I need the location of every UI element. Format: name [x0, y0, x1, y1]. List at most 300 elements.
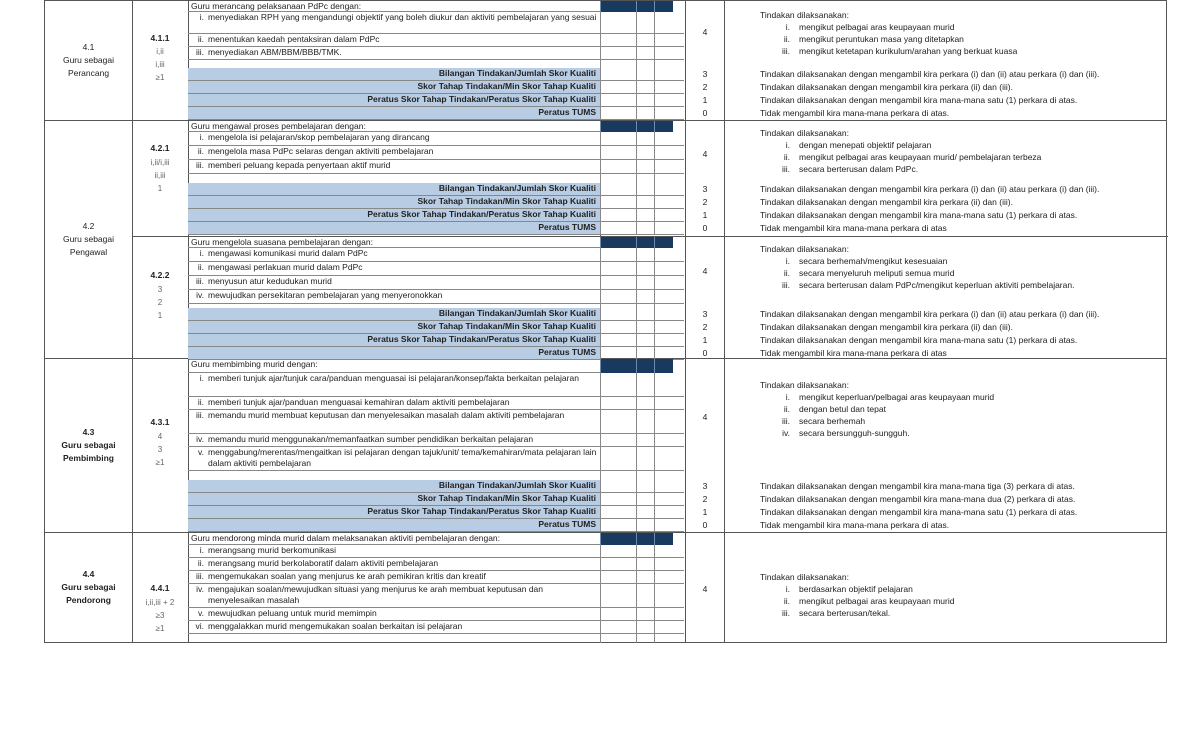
- descriptor-number: iii.: [781, 164, 790, 174]
- tick-row-line: [600, 221, 684, 222]
- tick-row-line: [600, 396, 684, 397]
- descriptor-item: [760, 427, 1164, 439]
- score-value: 4: [702, 412, 708, 422]
- criteria-row: [188, 397, 600, 410]
- tick-row-line: [600, 433, 684, 434]
- score-summary-label: Skor Tahap Tindakan/Min Skor Tahap Kualiti: [417, 321, 596, 331]
- section-s42: [44, 121, 1167, 359]
- score-summary-row: [188, 81, 600, 94]
- tick-box-column[interactable]: [654, 545, 673, 643]
- section-title: [45, 359, 133, 532]
- score-summary-label: Peratus Skor Tahap Tindakan/Peratus Skor Tahap Kualiti: [367, 334, 596, 344]
- score-value: 0: [702, 108, 708, 118]
- tick-row-line: [600, 106, 684, 107]
- criteria-text: menyediakan ABM/BBM/BBB/TMK.: [208, 47, 342, 57]
- score-value: 1: [702, 95, 708, 105]
- score-value: 4: [702, 584, 708, 594]
- item-level: ≥1: [155, 73, 165, 82]
- score-descriptor-line: Tindakan dilaksanakan dengan mengambil kira mana-mana satu (1) perkara di atas.: [760, 95, 1078, 105]
- criteria-row: [188, 447, 600, 471]
- descriptor-item: [760, 33, 1164, 45]
- score-descriptor-line: Tidak mengambil kira mana-mana perkara di atas.: [760, 520, 950, 530]
- descriptor-text: mengikut keperluan/pelbagai aras keupayaan murid: [799, 392, 995, 402]
- score-value: 3: [702, 184, 708, 194]
- section-title-line: 4.1: [82, 42, 95, 52]
- tick-box-column[interactable]: [600, 248, 637, 360]
- tick-row-line: [600, 470, 684, 471]
- tick-box-header: [636, 359, 655, 373]
- item-level: i,iii: [155, 60, 165, 69]
- descriptor-number: iii.: [781, 608, 790, 618]
- section-title-line: Pembimbing: [62, 453, 114, 463]
- score-summary-label: Peratus Skor Tahap Tindakan/Peratus Skor Tahap Kualiti: [367, 506, 596, 516]
- criteria-number: iv.: [196, 434, 204, 444]
- score-summary-label: Peratus TUMS: [538, 222, 596, 232]
- criteria-number: iii.: [195, 47, 204, 57]
- section-title: [45, 1, 133, 120]
- section-title-line: Guru sebagai: [61, 440, 116, 450]
- item-code-column: [132, 237, 189, 359]
- tick-row-line: [600, 557, 684, 558]
- criteria-number: ii.: [197, 262, 204, 272]
- item-level: ≥1: [155, 458, 165, 467]
- item-code-column: [132, 359, 189, 533]
- descriptor-heading: Tindakan dilaksanakan:: [760, 10, 849, 20]
- criteria-number: iii.: [195, 410, 204, 420]
- criteria-row: [188, 276, 600, 290]
- tick-row-line: [600, 570, 684, 571]
- item-i421: [132, 121, 1168, 236]
- tick-row-line: [600, 620, 684, 621]
- score-descriptor-line: Tindakan dilaksanakan dengan mengambil kira perkara (i) dan (ii) atau perkara (i) dan (iii).: [760, 184, 1100, 194]
- descriptor-text: mengikut pelbagai aras keupayaan murid: [799, 596, 955, 606]
- criteria-row: [188, 608, 600, 621]
- criteria-text: mengawasi perlakuan murid dalam PdPc: [208, 262, 363, 272]
- criteria-row: [188, 373, 600, 397]
- criteria-number: ii.: [197, 146, 204, 156]
- tick-row-line: [600, 145, 684, 146]
- criteria-text: mengelola masa PdPc selaras dengan aktiviti pembelajaran: [208, 146, 434, 156]
- descriptor-text: mengikut ketetapan kurikulum/arahan yang berkuat kuasa: [799, 46, 1018, 56]
- descriptor-number: iii.: [781, 46, 790, 56]
- item-level: 3: [157, 285, 163, 294]
- score-summary-label: Peratus TUMS: [538, 519, 596, 529]
- tick-box-header: [600, 533, 637, 545]
- criteria-text: menyediakan RPH yang mengandungi objektif yang boleh diukur dan aktiviti pembelajaran yang sesuai: [208, 12, 597, 22]
- criteria-row: [188, 160, 600, 174]
- criteria-heading-text: Guru mengelola suasana pembelajaran dengan:: [191, 237, 373, 247]
- criteria-number: iii.: [195, 571, 204, 581]
- score-value: 3: [702, 481, 708, 491]
- descriptor-heading: Tindakan dilaksanakan:: [760, 244, 849, 254]
- criteria-number: vi.: [195, 621, 204, 631]
- tick-row-line: [600, 289, 684, 290]
- section-title: [45, 121, 133, 358]
- descriptor-number: iii.: [781, 416, 790, 426]
- item-level: ≥1: [155, 624, 165, 633]
- score-summary-row: [188, 493, 600, 506]
- item-i422: [132, 236, 1168, 359]
- criteria-column: [188, 121, 601, 236]
- criteria-row: [188, 571, 600, 584]
- descriptor-text: mengikut peruntukan masa yang ditetapkan: [799, 34, 964, 44]
- criteria-text: menggalakkan murid mengemukakan soalan berkaitan isi pelajaran: [208, 621, 463, 631]
- score-value: 1: [702, 335, 708, 345]
- tick-box-column[interactable]: [636, 545, 655, 643]
- criteria-number: iv.: [196, 290, 204, 300]
- item-code: 4.2.2: [150, 270, 170, 280]
- tick-box-header: [600, 121, 637, 132]
- tick-row-line: [600, 33, 684, 34]
- item-level: 4: [157, 432, 163, 441]
- score-value: 3: [702, 69, 708, 79]
- tick-box-column[interactable]: [636, 132, 655, 235]
- descriptor-text: secara berhemah/mengikut kesesuaian: [799, 256, 948, 266]
- criteria-row: [188, 12, 600, 34]
- tick-box-header: [654, 121, 673, 132]
- tick-row-line: [600, 173, 684, 174]
- score-summary-row: [188, 308, 600, 321]
- descriptor-text: secara menyeluruh meliputi semua murid: [799, 268, 955, 278]
- tick-box-column[interactable]: [600, 545, 637, 643]
- descriptor-text: secara berterusan dalam PdPc.: [799, 164, 919, 174]
- descriptor-item: [760, 45, 1164, 57]
- tick-row-line: [600, 119, 684, 120]
- score-value: 3: [702, 309, 708, 319]
- tick-row-line: [600, 607, 684, 608]
- score-summary-label: Bilangan Tindakan/Jumlah Skor Kualiti: [438, 308, 596, 318]
- criteria-text: mengawasi komunikasi murid dalam PdPc: [208, 248, 368, 258]
- criteria-text: mewujudkan peluang untuk murid memimpin: [208, 608, 377, 618]
- score-summary-row: [188, 183, 600, 196]
- tick-row-line: [600, 80, 684, 81]
- item-code: 4.3.1: [150, 417, 170, 427]
- descriptor-number: i.: [785, 392, 790, 402]
- score-descriptor-line: Tindakan dilaksanakan dengan mengambil kira perkara (ii) dan (iii).: [760, 197, 1013, 207]
- tick-row-line: [600, 446, 684, 447]
- section-s41: [44, 0, 1167, 121]
- criteria-heading-text: Guru mengawal proses pembelajaran dengan:: [191, 121, 366, 131]
- criteria-column: [188, 533, 601, 643]
- tick-row-line: [600, 59, 684, 60]
- criteria-number: i.: [199, 373, 204, 383]
- criteria-heading-text: Guru mendorong minda murid dalam melaksanakan aktiviti pembelajaran dengan:: [191, 533, 501, 543]
- tick-row-line: [600, 208, 684, 209]
- descriptor-text: berdasarkan objektif pelajaran: [799, 584, 913, 594]
- descriptor-number: i.: [785, 584, 790, 594]
- criteria-text: menggabung/merentas/mengaitkan isi pelajaran dengan tajuk/unit/ tema/kemahiran/mata pelajaran lain dalam aktiviti pembelajaran: [208, 447, 597, 468]
- tick-row-line: [600, 159, 684, 160]
- tick-row-line: [600, 333, 684, 334]
- descriptor-number: iii.: [781, 280, 790, 290]
- section-s43: [44, 359, 1167, 533]
- tick-box-column[interactable]: [600, 12, 637, 120]
- descriptor-item: [760, 267, 1164, 279]
- tick-box-header: [600, 1, 637, 12]
- criteria-row: [188, 146, 600, 160]
- criteria-column: [188, 359, 601, 533]
- tick-box-column[interactable]: [636, 12, 655, 120]
- score-summary-label: Peratus Skor Tahap Tindakan/Peratus Skor Tahap Kualiti: [367, 209, 596, 219]
- tick-box-header: [636, 121, 655, 132]
- item-i441: [132, 533, 1168, 643]
- score-descriptor-line: Tindakan dilaksanakan dengan mengambil kira mana-mana satu (1) perkara di atas.: [760, 210, 1078, 220]
- score-summary-row: [188, 209, 600, 222]
- item-level: 2: [157, 298, 163, 307]
- score-summary-row: [188, 68, 600, 81]
- criteria-number: ii.: [197, 558, 204, 568]
- score-descriptor: [760, 127, 1164, 175]
- tick-box-header: [654, 533, 673, 545]
- descriptor-item: [760, 403, 1164, 415]
- descriptor-item: [760, 151, 1164, 163]
- criteria-column: [188, 237, 601, 359]
- score-summary-label: Bilangan Tindakan/Jumlah Skor Kualiti: [438, 68, 596, 78]
- item-code: 4.2.1: [150, 143, 170, 153]
- descriptor-text: secara berhemah: [799, 416, 866, 426]
- score-summary-row: [188, 519, 600, 532]
- tick-box-column[interactable]: [600, 132, 637, 235]
- rubric-sheet: [44, 0, 1168, 633]
- criteria-row: [188, 558, 600, 571]
- criteria-text: merangsang murid berkomunikasi: [208, 545, 337, 555]
- section-title-line: 4.4: [82, 569, 95, 579]
- item-level: i,ii,iii + 2: [145, 598, 175, 607]
- criteria-row: [188, 132, 600, 146]
- tick-box-header: [636, 1, 655, 12]
- criteria-heading: [188, 121, 600, 132]
- section-title: [45, 533, 133, 642]
- descriptor-text: mengikut pelbagai aras keupayaan murid/ pembelajaran terbeza: [799, 152, 1042, 162]
- score-descriptor: [760, 379, 1164, 439]
- descriptor-item: [760, 583, 1164, 595]
- score-summary-row: [188, 94, 600, 107]
- score-descriptor-line: Tindakan dilaksanakan dengan mengambil kira perkara (ii) dan (iii).: [760, 322, 1013, 332]
- tick-box-header: [600, 359, 637, 373]
- item-level: i,ii/i,iii: [150, 158, 170, 167]
- score-value: 2: [702, 494, 708, 504]
- descriptor-item: [760, 255, 1164, 267]
- score-summary-row: [188, 222, 600, 235]
- score-summary-row: [188, 107, 600, 120]
- tick-box-header: [654, 1, 673, 12]
- criteria-row: [188, 410, 600, 434]
- descriptor-number: i.: [785, 140, 790, 150]
- section-title-line: Pendorong: [66, 595, 111, 605]
- criteria-text: mengelola isi pelajaran/skop pembelajaran yang dirancang: [208, 132, 430, 142]
- criteria-number: iv.: [196, 584, 204, 594]
- tick-row-line: [600, 303, 684, 304]
- criteria-number: v.: [198, 608, 204, 618]
- descriptor-number: ii.: [783, 268, 790, 278]
- tick-row-line: [600, 275, 684, 276]
- tick-row-line: [600, 583, 684, 584]
- criteria-heading-text: Guru merancang pelaksanaan PdPc dengan:: [191, 1, 362, 11]
- descriptor-heading: Tindakan dilaksanakan:: [760, 128, 849, 138]
- item-code-column: [132, 1, 189, 122]
- score-summary-label: Skor Tahap Tindakan/Min Skor Tahap Kualiti: [417, 196, 596, 206]
- descriptor-item: [760, 279, 1164, 291]
- score-value: 0: [702, 348, 708, 358]
- criteria-column: [188, 1, 601, 122]
- score-summary-label: Skor Tahap Tindakan/Min Skor Tahap Kualiti: [417, 493, 596, 503]
- descriptor-text: dengan betul dan tepat: [799, 404, 886, 414]
- descriptor-number: ii.: [783, 596, 790, 606]
- tick-row-line: [600, 518, 684, 519]
- item-level: i,ii: [156, 47, 164, 56]
- criteria-text: menyusun atur kedudukan murid: [208, 276, 332, 286]
- score-descriptor-line: Tindakan dilaksanakan dengan mengambil kira mana-mana dua (2) perkara di atas.: [760, 494, 1076, 504]
- criteria-number: i.: [199, 545, 204, 555]
- criteria-row: [188, 47, 600, 60]
- section-title-line: 4.3: [82, 427, 95, 437]
- item-code: 4.1.1: [150, 33, 170, 43]
- section-s44: [44, 533, 1167, 643]
- descriptor-item: [760, 415, 1164, 427]
- criteria-row: [188, 262, 600, 276]
- score-summary-label: Peratus TUMS: [538, 347, 596, 357]
- descriptor-number: ii.: [783, 34, 790, 44]
- score-descriptor-line: Tindakan dilaksanakan dengan mengambil kira perkara (i) dan (ii) atau perkara (i) dan (iii).: [760, 69, 1100, 79]
- item-level: 3: [157, 445, 163, 454]
- tick-row-line: [600, 505, 684, 506]
- score-summary-row: [188, 480, 600, 493]
- criteria-heading: [188, 533, 600, 545]
- criteria-text: mengajukan soalan/mewujudkan situasi yang menjurus ke arah membuat keputusan dan menyelesaikan masalah: [208, 584, 544, 605]
- section-title-line: Guru sebagai: [62, 55, 115, 65]
- tick-row-line: [600, 93, 684, 94]
- criteria-number: i.: [199, 12, 204, 22]
- descriptor-item: [760, 595, 1164, 607]
- criteria-row: [188, 584, 600, 608]
- score-summary-row: [188, 506, 600, 519]
- score-value: 0: [702, 223, 708, 233]
- item-level: 1: [157, 311, 163, 320]
- tick-row-line: [600, 261, 684, 262]
- criteria-heading: [188, 237, 600, 248]
- score-descriptor-line: Tindakan dilaksanakan dengan mengambil kira perkara (ii) dan (iii).: [760, 82, 1013, 92]
- section-title-line: 4.2: [82, 221, 95, 231]
- tick-box-header: [636, 533, 655, 545]
- criteria-text: memberi tunjuk ajar/tunjuk cara/panduan menguasai isi pelajaran/konsep/fakta berkaitan pelajaran: [208, 373, 579, 383]
- criteria-heading: [188, 359, 600, 373]
- score-value: 4: [702, 266, 708, 276]
- score-value: 2: [702, 197, 708, 207]
- descriptor-text: secara bersungguh-sungguh.: [799, 428, 910, 438]
- score-descriptor: [760, 9, 1164, 57]
- criteria-text: memberi peluang kepada penyertaan aktif murid: [208, 160, 391, 170]
- tick-box-header: [654, 237, 673, 248]
- score-descriptor: [760, 243, 1164, 291]
- section-title-line: Guru sebagai: [61, 582, 116, 592]
- tick-box-header: [636, 237, 655, 248]
- criteria-number: ii.: [197, 34, 204, 44]
- descriptor-item: [760, 163, 1164, 175]
- score-summary-label: Peratus Skor Tahap Tindakan/Peratus Skor Tahap Kualiti: [367, 94, 596, 104]
- criteria-row: [188, 434, 600, 447]
- criteria-heading-text: Guru membimbing murid dengan:: [191, 359, 318, 369]
- descriptor-text: dengan menepati objektif pelajaran: [799, 140, 932, 150]
- score-summary-label: Bilangan Tindakan/Jumlah Skor Kualiti: [438, 480, 596, 490]
- score-value: 2: [702, 322, 708, 332]
- criteria-row: [188, 248, 600, 262]
- score-value: 1: [702, 507, 708, 517]
- score-summary-row: [188, 334, 600, 347]
- tick-row-line: [600, 320, 684, 321]
- criteria-text: memandu murid menggunakan/memanfaatkan sumber pendidikan berkaitan pelajaran: [208, 434, 534, 444]
- item-code-column: [132, 121, 189, 236]
- criteria-number: ii.: [197, 397, 204, 407]
- criteria-text: memberi tunjuk ajar/panduan menguasai kemahiran dalam aktiviti pembelajaran: [208, 397, 510, 407]
- criteria-number: i.: [199, 248, 204, 258]
- score-descriptor-line: Tidak mengambil kira mana-mana perkara di atas: [760, 223, 947, 233]
- descriptor-item: [760, 391, 1164, 403]
- criteria-row: [188, 621, 600, 634]
- criteria-row: [188, 545, 600, 558]
- item-i411: [132, 1, 1168, 122]
- tick-box-column[interactable]: [654, 132, 673, 235]
- descriptor-heading: Tindakan dilaksanakan:: [760, 380, 849, 390]
- score-summary-label: Bilangan Tindakan/Jumlah Skor Kualiti: [438, 183, 596, 193]
- criteria-text: merangsang murid berkolaboratif dalam aktiviti pembelajaran: [208, 558, 439, 568]
- criteria-row: [188, 290, 600, 304]
- item-level: ≥3: [155, 611, 165, 620]
- section-title-line: Perancang: [67, 68, 110, 78]
- score-summary-label: Skor Tahap Tindakan/Min Skor Tahap Kualiti: [417, 81, 596, 91]
- item-code: 4.4.1: [150, 583, 170, 593]
- tick-row-line: [600, 531, 684, 532]
- tick-row-line: [600, 46, 684, 47]
- score-value: 4: [702, 149, 708, 159]
- score-value: 4: [702, 27, 708, 37]
- tick-row-line: [600, 492, 684, 493]
- descriptor-text: secara berterusan/tekal.: [799, 608, 891, 618]
- score-descriptor-line: Tindakan dilaksanakan dengan mengambil kira perkara (i) dan (ii) atau perkara (i) dan (iii).: [760, 309, 1100, 319]
- criteria-text: menentukan kaedah pentaksiran dalam PdPc: [208, 34, 380, 44]
- score-descriptor-line: Tindakan dilaksanakan dengan mengambil kira mana-mana satu (1) perkara di atas.: [760, 507, 1078, 517]
- score-summary-label: Peratus TUMS: [538, 107, 596, 117]
- criteria-number: i.: [199, 132, 204, 142]
- item-code-column: [132, 533, 189, 643]
- tick-box-header: [600, 237, 637, 248]
- criteria-number: iii.: [195, 276, 204, 286]
- descriptor-item: [760, 139, 1164, 151]
- tick-box-column[interactable]: [636, 248, 655, 360]
- score-descriptor-line: Tidak mengambil kira mana-mana perkara di atas: [760, 348, 947, 358]
- score-value: 1: [702, 210, 708, 220]
- score-summary-row: [188, 196, 600, 209]
- section-title-line: Pengawal: [69, 247, 108, 257]
- score-value: 0: [702, 520, 708, 530]
- descriptor-number: ii.: [783, 404, 790, 414]
- tick-row-line: [600, 409, 684, 410]
- tick-box-column[interactable]: [654, 248, 673, 360]
- score-value: 2: [702, 82, 708, 92]
- score-descriptor: [760, 571, 1164, 619]
- descriptor-item: [760, 21, 1164, 33]
- item-level: ii,iii: [154, 171, 166, 180]
- descriptor-number: ii.: [783, 152, 790, 162]
- criteria-number: v.: [198, 447, 204, 457]
- item-level: 1: [157, 184, 163, 193]
- descriptor-heading: Tindakan dilaksanakan:: [760, 572, 849, 582]
- tick-row-line: [600, 346, 684, 347]
- tick-box-column[interactable]: [654, 12, 673, 120]
- score-descriptor-line: Tidak mengambil kira mana-mana perkara di atas.: [760, 108, 950, 118]
- score-summary-row: [188, 321, 600, 334]
- criteria-row: [188, 34, 600, 47]
- criteria-number: iii.: [195, 160, 204, 170]
